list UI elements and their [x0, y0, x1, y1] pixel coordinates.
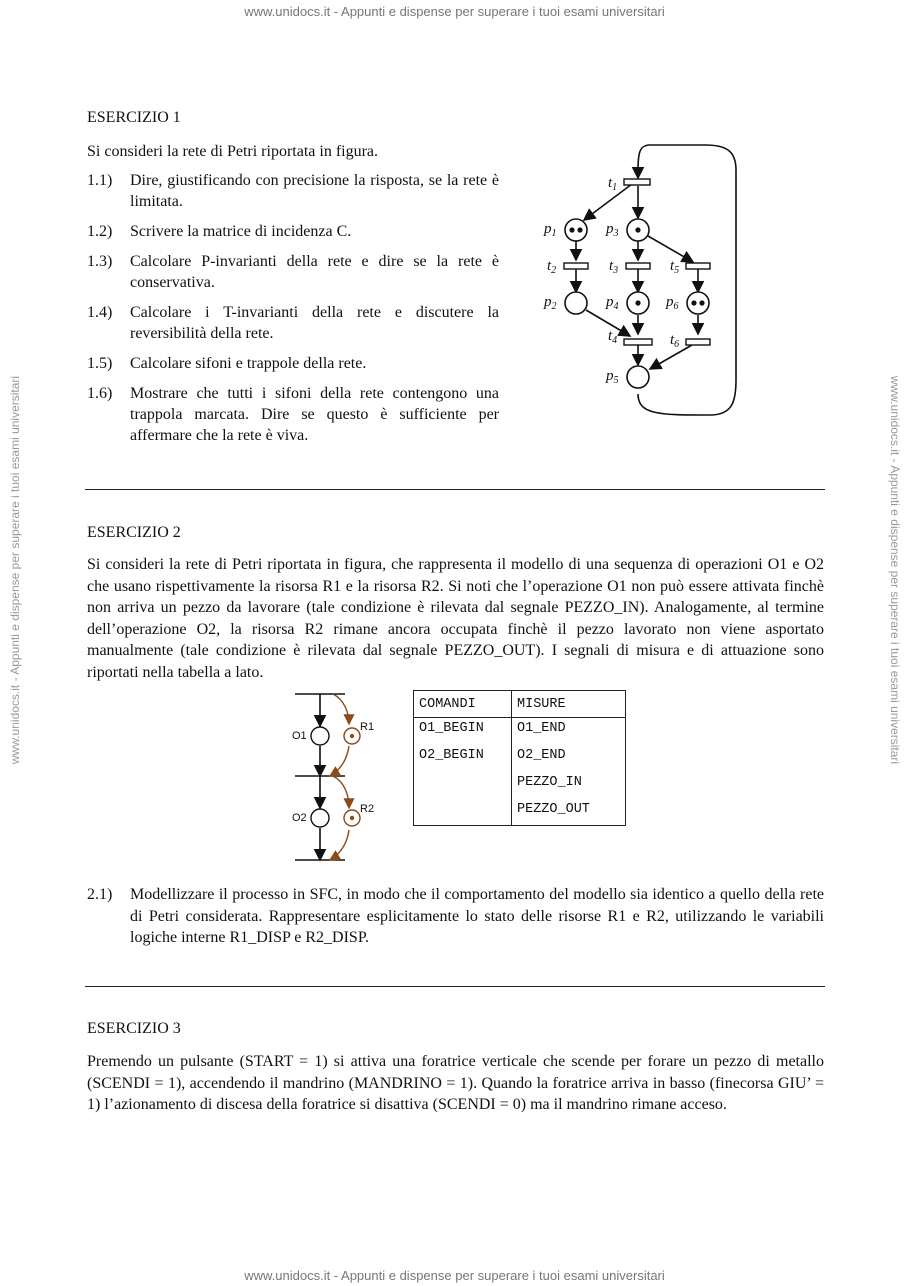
ex3-heading: ESERCIZIO 3 [87, 1020, 181, 1037]
table-header: COMANDI [414, 691, 512, 718]
ex1-heading: ESERCIZIO 1 [87, 109, 181, 126]
ex1-question: 1.4) Calcolare i T-invarianti della rete e discutere la reversibilità della rete. [87, 304, 499, 342]
transition-t2 [564, 263, 588, 269]
svg-text:t3: $t_3$ [609, 258, 619, 276]
label-o1: O1 [292, 730, 307, 742]
svg-text:p3: $p_3$ [606, 221, 619, 239]
transition-t4 [624, 339, 652, 345]
ex1-intro: Si consideri la rete di Petri riportata in figura. [87, 143, 379, 160]
operations-petri-diagram [285, 690, 395, 865]
svg-text:p6: $p_6$ [666, 294, 679, 312]
watermark-side-right: www.unidocs.it - Appunti e dispense per superare i tuoi esami universitari [888, 375, 902, 765]
ex2-text: Si consideri la rete di Petri riportata in figura, che rappresenta il modello di una sequenza di operazioni O1 e O2 che usano rispettivamente la risorsa R1 e la risorsa R2. Si noti che l’operazione O1 non può essere attivata finchè non arriva un pezzo da lavorare (tale condizione è rilevata dal segnale PEZZO_IN). Analogamente, al termine dell’operazione O2, la risorsa R2 rimane ancora occupata finchè il pezzo lavorato non viene asportato manualmente (tale condizione è rilevata dal segnale PEZZO_OUT). I segnali di misura e di attuazione sono riportati nella tabella a lato. [87, 556, 824, 681]
place-o1 [311, 727, 329, 745]
place-p5 [627, 366, 649, 388]
place-o2 [311, 809, 329, 827]
table-header: MISURE [512, 691, 626, 718]
watermark-side-left: www.unidocs.it - Appunti e dispense per superare i tuoi esami universitari [8, 375, 22, 765]
ex1-question: 1.5) Calcolare sifoni e trappole della rete. [87, 355, 367, 372]
label-r2: R2 [360, 803, 375, 815]
ex1-question-list [87, 170, 499, 455]
table-row: PEZZO_OUT [414, 799, 626, 826]
table-row: PEZZO_IN [414, 772, 626, 799]
svg-text:t1: $t_1$ [608, 175, 618, 193]
watermark-footer: www.unidocs.it - Appunti e dispense per superare i tuoi esami universitari [244, 1268, 665, 1283]
signals-table [413, 690, 626, 826]
svg-text:p4: $p_4$ [606, 294, 619, 312]
label-r1: R1 [360, 721, 375, 733]
section-divider [85, 986, 825, 987]
svg-text:t5: $t_5$ [670, 258, 680, 276]
transition-t6 [686, 339, 710, 345]
ex3-text: Premendo un pulsante (START = 1) si attiva una foratrice verticale che scende per forare un pezzo di metallo (SCENDI = 1), accendendo il mandrino (MANDRINO = 1). Quando la foratrice arriva in basso (finecorsa GIU’ = 1) l’azionamento di discesa della foratrice si disattiva (SCENDI = 0) ma il mandrino rimane acceso. [87, 1053, 824, 1113]
place-p1 [565, 219, 587, 241]
transition-t3 [626, 263, 650, 269]
ex2-question: 2.1) Modellizzare il processo in SFC, in modo che il comportamento del modello sia identico a quello della rete di Petri considerata. Rappresentare esplicitamente lo stato delle risorse R1 e R2, utilizzando le variabili logiche interne R1_DISP e R2_DISP. [87, 886, 824, 946]
svg-text:p1: $p_1$ [544, 221, 557, 239]
ex1-question: 1.1) Dire, giustificando con precisione la risposta, se la rete è limitata. [87, 172, 499, 210]
table-row: O2_BEGIN O2_END [414, 745, 626, 772]
label-o2: O2 [292, 812, 307, 824]
transition-t1 [624, 179, 650, 185]
petri-net-diagram [520, 140, 750, 420]
ex1-question: 1.2) Scrivere la matrice di incidenza C. [87, 223, 352, 240]
place-p6 [687, 292, 709, 314]
svg-text:p2: $p_2$ [544, 294, 557, 312]
watermark-header: www.unidocs.it - Appunti e dispense per superare i tuoi esami universitari [244, 4, 665, 19]
transition-t5 [686, 263, 710, 269]
svg-text:t2: $t_2$ [547, 258, 557, 276]
svg-text:p5: $p_5$ [606, 368, 619, 386]
svg-text:t6: $t_6$ [670, 332, 680, 350]
place-p2 [565, 292, 587, 314]
section-divider [85, 489, 825, 490]
table-row: O1_BEGIN O1_END [414, 718, 626, 746]
ex1-question: 1.6) Mostrare che tutti i sifoni della rete contengono una trappola marcata. Dire se questo è sufficiente per affermare che la rete è viva. [87, 385, 499, 444]
ex2-heading: ESERCIZIO 2 [87, 524, 181, 541]
ex1-question: 1.3) Calcolare P-invarianti della rete e dire se la rete è conservativa. [87, 253, 499, 291]
svg-text:t4: $t_4$ [608, 328, 618, 346]
